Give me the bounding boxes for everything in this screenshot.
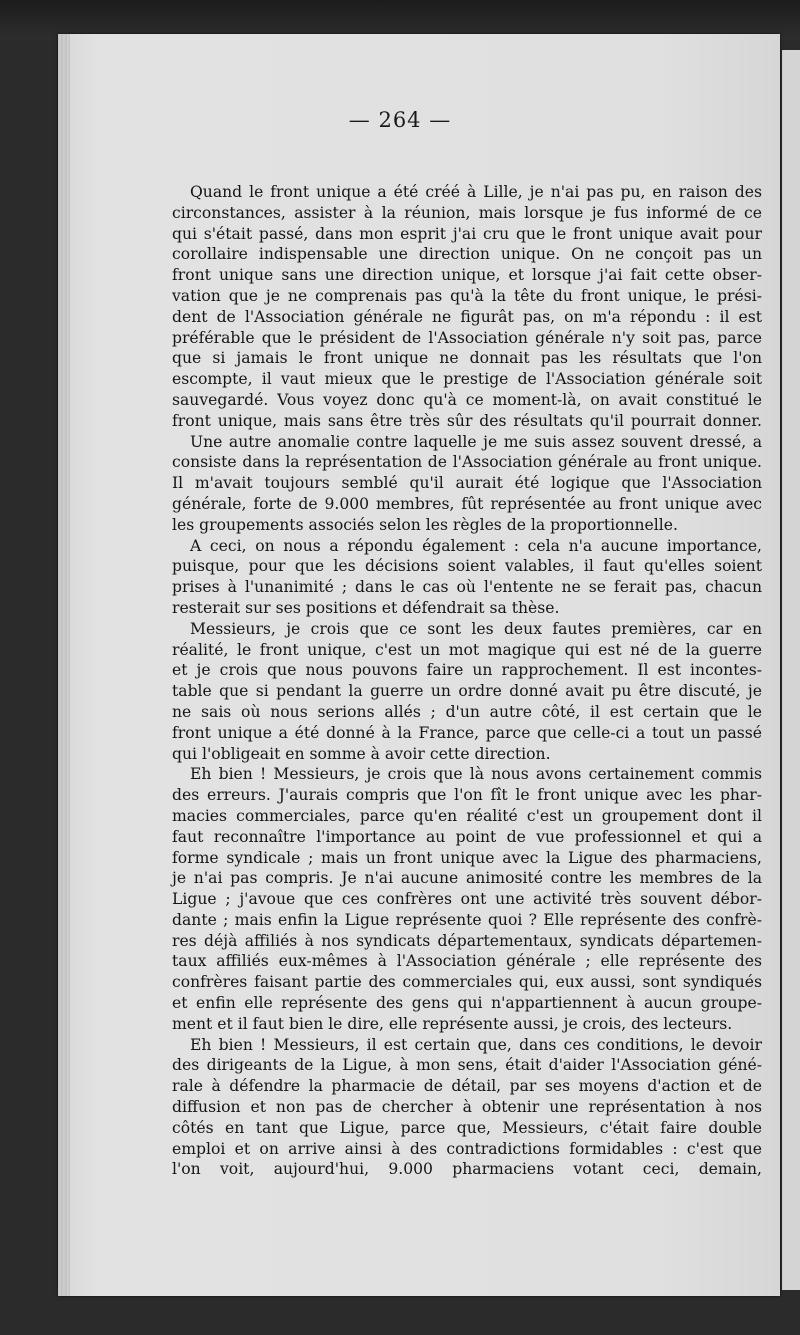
text-line: Ligue ; j'avoue que ces confrères ont une activité très souvent débor-: [172, 890, 762, 909]
text-line: qui s'était passé, dans mon esprit j'ai cru que le front unique avait pour: [172, 224, 762, 243]
text-line: les groupements associés selon les règles de la proportionnelle.: [172, 515, 678, 534]
text-line: que si jamais le front unique ne donnait pas les résultats que l'on: [172, 349, 762, 368]
text-line: A ceci, on nous a répondu également : cela n'a aucune importance,: [190, 536, 762, 555]
text-line: macies commerciales, parce qu'en réalité c'est un groupement dont il: [172, 806, 762, 825]
text-line: côtés en tant que Ligue, parce que, Messieurs, c'était faire double: [172, 1118, 762, 1137]
text-line: consiste dans la représentation de l'Association générale au front unique.: [172, 453, 762, 472]
page-spine: [58, 34, 70, 1296]
text-line: escompte, il vaut mieux que le prestige de l'Association générale soit: [172, 370, 762, 389]
text-line: diffusion et non pas de chercher à obtenir une représentation à nos: [172, 1098, 762, 1117]
text-line: vation que je ne comprenais pas qu'à la tête du front unique, le prési-: [172, 286, 762, 305]
text-line: resterait sur ses positions et défendrait sa thèse.: [172, 598, 560, 617]
text-line: confrères faisant partie des commerciales qui, eux aussi, sont syndiqués: [172, 973, 762, 992]
body-text: [172, 182, 762, 1180]
text-line: des erreurs. J'aurais compris que l'on fît le front unique avec les phar-: [172, 786, 762, 805]
text-line: Quand le front unique a été créé à Lille, je n'ai pas pu, en raison des: [190, 183, 762, 201]
text-line: faut reconnaître l'importance au point de vue professionnel et qui a: [172, 827, 762, 846]
text-line: circonstances, assister à la réunion, mais lorsque je fus informé de ce: [172, 203, 762, 222]
text-line: front unique a été donné à la France, parce que celle-ci a tout un passé: [172, 723, 762, 742]
text-line: générale, forte de 9.000 membres, fût représentée au front unique avec: [172, 494, 762, 513]
text-line: réalité, le front unique, c'est un mot magique qui est né de la guerre: [172, 640, 762, 659]
text-line: dent de l'Association générale ne figurât pas, on m'a répondu : il est: [172, 307, 762, 326]
text-line: forme syndicale ; mais un front unique avec la Ligue des pharmaciens,: [172, 848, 762, 867]
text-line: Messieurs, je crois que ce sont les deux fautes premières, car en: [190, 619, 762, 638]
text-line: Eh bien ! Messieurs, je crois que là nous avons certainement commis: [190, 765, 762, 784]
text-line: ment et il faut bien le dire, elle représente aussi, je crois, des lecteurs.: [172, 1014, 733, 1033]
text-line: corollaire indispensable une direction unique. On ne conçoit pas un: [172, 245, 762, 264]
text-line: et enfin elle représente des gens qui n'appartiennent à aucun groupe-: [172, 994, 762, 1013]
text-line: res déjà affiliés à nos syndicats départementaux, syndicats départemen-: [172, 931, 762, 950]
text-line: Une autre anomalie contre laquelle je me suis assez souvent dressé, a: [190, 432, 762, 451]
text-line: puisque, pour que les décisions soient valables, il faut qu'elles soient: [172, 557, 762, 576]
text-line: ne sais où nous serions allés ; d'un autre côté, il est certain que le: [172, 702, 762, 721]
page-number: — 264 —: [348, 108, 452, 132]
text-line: préférable que le président de l'Association générale n'y soit pas, parce: [172, 328, 762, 347]
text-line: dante ; mais enfin la Ligue représente quoi ? Elle représente des confrè-: [172, 910, 762, 929]
text-line: l'on voit, aujourd'hui, 9.000 pharmaciens votant ceci, demain,: [172, 1160, 762, 1179]
text-line: qui l'obligeait en somme à avoir cette direction.: [172, 744, 551, 763]
text-line: Il m'avait toujours semblé qu'il aurait été logique que l'Association: [172, 474, 762, 493]
text-line: et je crois que nous pouvons faire un rapprochement. Il est incontes-: [172, 661, 762, 680]
text-line: table que si pendant la guerre un ordre donné avait pu être discuté, je: [172, 682, 762, 701]
text-line: front unique, mais sans être très sûr des résultats qu'il pourrait donner.: [172, 411, 762, 430]
text-line: je n'ai pas compris. Je n'ai aucune animosité contre les membres de la: [172, 869, 762, 888]
text-line: taux affiliés eux-mêmes à l'Association générale ; elle représente des: [172, 952, 762, 971]
adjacent-page-edge: [782, 50, 800, 1290]
text-line: rale à défendre la pharmacie de détail, par ses moyens d'action et de: [172, 1077, 762, 1096]
text-line: Eh bien ! Messieurs, il est certain que, dans ces conditions, le devoir: [190, 1035, 762, 1054]
text-line: prises à l'unanimité ; dans le cas où l'entente ne se ferait pas, chacun: [172, 578, 762, 597]
text-line: sauvegardé. Vous voyez donc qu'à ce moment-là, on avait constitué le: [172, 390, 762, 409]
text-line: des dirigeants de la Ligue, à mon sens, était d'aider l'Association géné-: [172, 1056, 762, 1075]
text-line: front unique sans une direction unique, et lorsque j'ai fait cette obser-: [172, 266, 762, 285]
text-line: emploi et on arrive ainsi à des contradictions formidables : c'est que: [172, 1139, 762, 1158]
